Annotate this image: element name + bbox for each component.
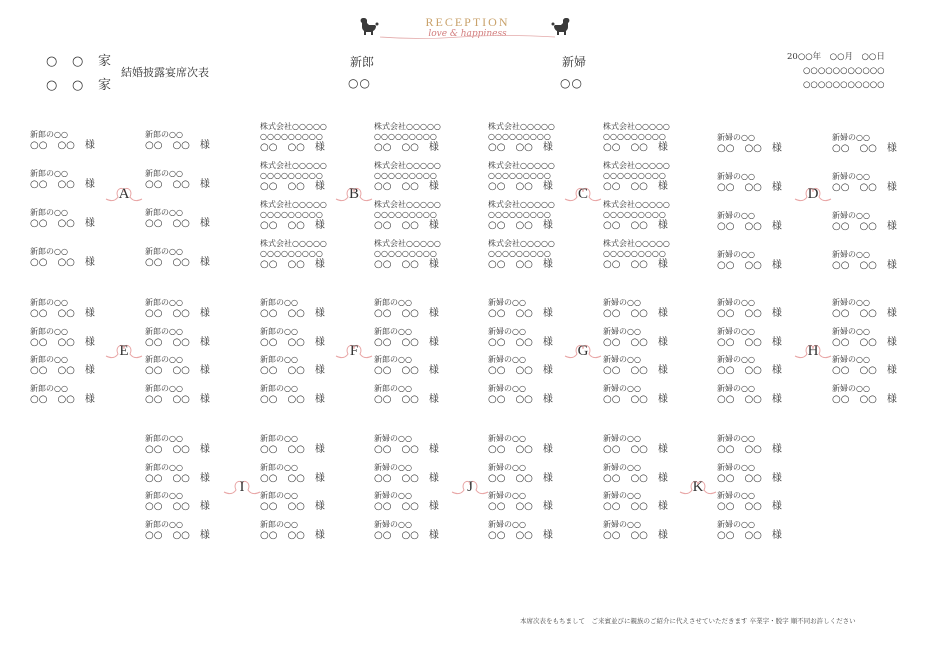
- guest-department: ○○○○○○○○○: [260, 210, 323, 219]
- guest-relation: 新婦の○○: [603, 326, 641, 336]
- guest-relation: 新婦の○○: [488, 462, 526, 472]
- guest-department: ○○○○○○○○○: [488, 132, 551, 141]
- guest-entry: [717, 520, 827, 548]
- guest-entry: [603, 239, 713, 270]
- guest-entry: [832, 327, 935, 355]
- guest-department: ○○○○○○○○○: [603, 249, 666, 258]
- date-venue-block: [787, 50, 885, 92]
- guest-entry: [717, 298, 827, 326]
- table-letter: H: [807, 343, 819, 359]
- guest-relation: 新婦の○○: [832, 133, 870, 142]
- guest-relation: 新婦の○○: [717, 491, 755, 500]
- guest-name: ○○ ○○ 様: [832, 365, 897, 376]
- guest-entry: [603, 327, 713, 355]
- logo-title: RECEPTION: [425, 15, 510, 29]
- guest-relation: 新郎の○○: [145, 434, 183, 443]
- guest-relation: 新婦の○○: [603, 519, 641, 529]
- guest-relation: 新郎の○○: [260, 434, 298, 443]
- guest-relation: 新婦の○○: [717, 326, 755, 336]
- guest-relation: 新婦の○○: [488, 383, 526, 393]
- guest-entry: [488, 491, 598, 519]
- guest-entry: [717, 384, 827, 412]
- guest-department: ○○○○○○○○○: [374, 210, 437, 219]
- guest-relation: 新婦の○○: [603, 298, 641, 307]
- bride-name: ○○: [560, 76, 583, 90]
- guest-department: ○○○○○○○○○: [603, 132, 666, 141]
- guest-relation: 新婦の○○: [832, 298, 870, 307]
- guest-entry: [374, 239, 484, 270]
- guest-name: ○○ ○○ 様: [260, 259, 325, 270]
- table-mark-d: [793, 183, 833, 207]
- guest-relation: 新婦の○○: [374, 462, 412, 472]
- guest-name: ○○ ○○ 様: [374, 529, 439, 541]
- guest-name: ○○ ○○ 様: [374, 444, 439, 455]
- guest-name: ○○ ○○ 様: [145, 501, 210, 512]
- guest-relation: 株式会社○○○○○: [488, 122, 555, 131]
- guest-relation: 新郎の○○: [30, 298, 68, 307]
- guest-relation: 新郎の○○: [145, 247, 183, 256]
- guest-entry: [488, 239, 598, 270]
- guest-name: ○○ ○○ 様: [374, 393, 439, 405]
- guest-entry: [374, 384, 484, 412]
- guest-name: ○○ ○○ 様: [30, 365, 95, 376]
- guest-entry: [374, 434, 484, 462]
- guest-name: ○○ ○○ 様: [145, 336, 210, 348]
- guest-relation: 新婦の○○: [488, 519, 526, 529]
- guest-relation: 新婦の○○: [717, 462, 755, 472]
- guest-relation: 新婦の○○: [488, 298, 526, 307]
- guest-name: ○○ ○○ 様: [260, 393, 325, 405]
- table-mark-h: [793, 340, 833, 364]
- guest-name: ○○ ○○ 様: [260, 142, 325, 153]
- guest-name: ○○ ○○ 様: [145, 472, 210, 484]
- guest-name: ○○ ○○ 様: [717, 143, 782, 154]
- guest-relation: 新婦の○○: [488, 355, 526, 364]
- guest-name: ○○ ○○ 様: [488, 365, 553, 376]
- guest-relation: 新郎の○○: [260, 462, 298, 472]
- groom-name: ○○: [348, 76, 371, 90]
- guest-name: ○○ ○○ 様: [30, 336, 95, 348]
- table-mark-a: [104, 183, 144, 207]
- guest-department: ○○○○○○○○○: [603, 171, 666, 180]
- guest-relation: 株式会社○○○○○: [260, 239, 327, 248]
- guest-name: ○○ ○○ 様: [717, 444, 782, 455]
- guest-relation: 新郎の○○: [30, 208, 68, 217]
- guest-relation: 新郎の○○: [145, 298, 183, 307]
- guest-name: ○○ ○○ 様: [603, 365, 668, 376]
- guest-entry: [832, 384, 935, 412]
- guest-department: ○○○○○○○○○: [374, 171, 437, 180]
- venue-line-1: ○○○○○○○○○○○: [803, 66, 885, 76]
- guest-department: ○○○○○○○○○: [603, 210, 666, 219]
- table-mark-e: [104, 340, 144, 364]
- guest-name: ○○ ○○ 様: [488, 142, 553, 153]
- guest-relation: 株式会社○○○○○: [603, 122, 670, 131]
- guest-name: ○○ ○○ 様: [30, 308, 95, 319]
- table-mark-i: [222, 476, 262, 500]
- guest-entry: [260, 298, 370, 326]
- guest-name: ○○ ○○ 様: [145, 444, 210, 455]
- guest-name: ○○ ○○ 様: [832, 393, 897, 405]
- guest-relation: 新婦の○○: [488, 434, 526, 443]
- guest-relation: 新婦の○○: [832, 172, 870, 181]
- guest-entry: [374, 355, 484, 383]
- guest-relation: 新郎の○○: [30, 169, 68, 178]
- guest-entry: [374, 200, 484, 231]
- guest-relation: 新郎の○○: [374, 298, 412, 307]
- guest-name: ○○ ○○ 様: [488, 220, 553, 231]
- guest-relation: 新郎の○○: [30, 355, 68, 364]
- guest-name: ○○ ○○ 様: [488, 181, 553, 192]
- guest-name: ○○ ○○ 様: [717, 308, 782, 319]
- guest-entry: [717, 133, 827, 161]
- guest-name: ○○ ○○ 様: [603, 529, 668, 541]
- guest-entry: [603, 298, 713, 326]
- guest-name: ○○ ○○ 様: [30, 393, 95, 405]
- guest-relation: 新婦の○○: [603, 355, 641, 364]
- guest-name: ○○ ○○ 様: [145, 218, 210, 229]
- table-letter: B: [348, 186, 359, 202]
- guest-name: ○○ ○○ 様: [832, 308, 897, 319]
- table-letter: D: [807, 186, 819, 202]
- guest-entry: [260, 491, 370, 519]
- guest-relation: 新婦の○○: [717, 250, 755, 259]
- guest-name: ○○ ○○ 様: [488, 259, 553, 270]
- guest-name: ○○ ○○ 様: [603, 142, 668, 153]
- guest-name: ○○ ○○ 様: [30, 218, 95, 229]
- table-mark-f: [334, 340, 374, 364]
- guest-entry: [603, 161, 713, 192]
- guest-entry: [717, 250, 827, 278]
- table-letter: K: [692, 479, 704, 495]
- guest-relation: 新婦の○○: [717, 434, 755, 443]
- table-mark-g: [563, 340, 603, 364]
- guest-relation: 新婦の○○: [717, 133, 755, 142]
- guest-department: ○○○○○○○○○: [260, 132, 323, 141]
- guest-relation: 新郎の○○: [30, 326, 68, 336]
- guest-name: ○○ ○○ 様: [832, 336, 897, 348]
- groom-label: 新郎: [350, 55, 375, 69]
- guest-relation: 新郎の○○: [260, 326, 298, 336]
- guest-name: ○○ ○○ 様: [374, 365, 439, 376]
- guest-name: ○○ ○○ 様: [374, 259, 439, 270]
- groom-family-name: ○ ○ 家: [46, 54, 112, 69]
- guest-entry: [832, 298, 935, 326]
- guest-name: ○○ ○○ 様: [145, 308, 210, 319]
- guest-relation: 新郎の○○: [145, 326, 183, 336]
- guest-entry: [30, 298, 140, 326]
- guest-relation: 株式会社○○○○○: [603, 161, 670, 170]
- guest-entry: [603, 384, 713, 412]
- guest-name: ○○ ○○ 様: [374, 142, 439, 153]
- guest-name: ○○ ○○ 様: [374, 472, 439, 484]
- guest-relation: 新婦の○○: [488, 326, 526, 336]
- guest-relation: 新郎の○○: [30, 247, 68, 256]
- guest-name: ○○ ○○ 様: [717, 393, 782, 405]
- guest-entry: [145, 130, 255, 158]
- guest-relation: 新郎の○○: [145, 355, 183, 364]
- guest-entry: [832, 250, 935, 278]
- guest-entry: [30, 208, 140, 236]
- guest-relation: 新郎の○○: [374, 326, 412, 336]
- guest-entry: [145, 247, 255, 275]
- guest-relation: 株式会社○○○○○: [603, 200, 670, 209]
- guest-name: ○○ ○○ 様: [832, 182, 897, 193]
- bride-label: 新婦: [562, 55, 587, 69]
- guest-name: ○○ ○○ 様: [717, 182, 782, 193]
- guest-relation: 新郎の○○: [374, 383, 412, 393]
- guest-relation: 新婦の○○: [717, 383, 755, 393]
- guest-name: ○○ ○○ 様: [145, 393, 210, 405]
- guest-entry: [832, 355, 935, 383]
- guest-name: ○○ ○○ 様: [260, 336, 325, 348]
- guest-name: ○○ ○○ 様: [30, 257, 95, 268]
- guest-name: ○○ ○○ 様: [260, 181, 325, 192]
- guest-department: ○○○○○○○○○: [488, 249, 551, 258]
- guest-relation: 新婦の○○: [832, 211, 870, 220]
- guest-entry: [488, 520, 598, 548]
- guest-relation: 新郎の○○: [145, 383, 183, 393]
- guest-name: ○○ ○○ 様: [603, 444, 668, 455]
- guest-name: ○○ ○○ 様: [260, 365, 325, 376]
- guest-relation: 新婦の○○: [717, 211, 755, 220]
- logo-subtitle: love & happiness: [428, 29, 507, 39]
- guest-entry: [145, 169, 255, 197]
- guest-relation: 株式会社○○○○○: [374, 239, 441, 248]
- guest-entry: [145, 520, 255, 548]
- guest-entry: [30, 247, 140, 275]
- guest-name: ○○ ○○ 様: [488, 444, 553, 455]
- guest-name: ○○ ○○ 様: [30, 140, 95, 151]
- guest-relation: 株式会社○○○○○: [260, 122, 327, 131]
- guest-relation: 新婦の○○: [374, 434, 412, 443]
- table-letter: F: [349, 343, 359, 359]
- guest-name: ○○ ○○ 様: [488, 501, 553, 512]
- guest-name: ○○ ○○ 様: [374, 501, 439, 512]
- guest-entry: [145, 434, 255, 462]
- guest-relation: 株式会社○○○○○: [374, 161, 441, 170]
- guest-relation: 新郎の○○: [30, 383, 68, 393]
- guest-relation: 新婦の○○: [832, 326, 870, 336]
- guest-name: ○○ ○○ 様: [832, 260, 897, 271]
- dog-silhouette-icon: [358, 14, 380, 36]
- guest-name: ○○ ○○ 様: [717, 221, 782, 232]
- guest-entry: [374, 161, 484, 192]
- guest-entry: [488, 463, 598, 491]
- guest-name: ○○ ○○ 様: [488, 472, 553, 484]
- guest-relation: 株式会社○○○○○: [488, 200, 555, 209]
- guest-entry: [488, 298, 598, 326]
- guest-entry: [145, 355, 255, 383]
- guest-name: ○○ ○○ 様: [488, 529, 553, 541]
- guest-relation: 新婦の○○: [717, 355, 755, 364]
- guest-name: ○○ ○○ 様: [374, 336, 439, 348]
- guest-relation: 新婦の○○: [488, 491, 526, 500]
- wedding-date: 20○○年 ○○月 ○○日: [787, 52, 885, 62]
- footer-note: 本席次表をもちまして ご来賓並びに親族のご紹介に代えさせていただきます 卒業字・脱字 順不同お許しください: [520, 617, 856, 625]
- guest-relation: 新郎の○○: [145, 130, 183, 139]
- guest-relation: 新郎の○○: [145, 208, 183, 217]
- guest-entry: [832, 133, 935, 161]
- guest-relation: 新郎の○○: [260, 355, 298, 364]
- guest-name: ○○ ○○ 様: [260, 220, 325, 231]
- guest-name: ○○ ○○ 様: [374, 220, 439, 231]
- guest-entry: [603, 122, 713, 153]
- guest-relation: 新郎の○○: [260, 383, 298, 393]
- guest-name: ○○ ○○ 様: [145, 529, 210, 541]
- bride-family-name: ○ ○ 家: [46, 78, 112, 93]
- guest-entry: [145, 208, 255, 236]
- guest-relation: 株式会社○○○○○: [488, 161, 555, 170]
- guest-name: ○○ ○○ 様: [260, 472, 325, 484]
- guest-department: ○○○○○○○○○: [374, 249, 437, 258]
- guest-department: ○○○○○○○○○: [488, 171, 551, 180]
- guest-name: ○○ ○○ 様: [832, 143, 897, 154]
- table-letter: E: [119, 343, 129, 359]
- guest-name: ○○ ○○ 様: [717, 472, 782, 484]
- table-mark-b: [334, 183, 374, 207]
- guest-relation: 新郎の○○: [260, 491, 298, 500]
- guest-name: ○○ ○○ 様: [603, 308, 668, 319]
- guest-name: ○○ ○○ 様: [832, 221, 897, 232]
- guest-name: ○○ ○○ 様: [488, 393, 553, 405]
- guest-entry: [488, 434, 598, 462]
- guest-relation: 新婦の○○: [832, 355, 870, 364]
- guest-name: ○○ ○○ 様: [260, 501, 325, 512]
- guest-name: ○○ ○○ 様: [603, 220, 668, 231]
- guest-entry: [603, 355, 713, 383]
- table-mark-c: [563, 183, 603, 207]
- guest-relation: 株式会社○○○○○: [374, 122, 441, 131]
- guest-entry: [717, 463, 827, 491]
- guest-name: ○○ ○○ 様: [145, 257, 210, 268]
- guest-entry: [260, 463, 370, 491]
- guest-relation: 新郎の○○: [260, 298, 298, 307]
- guest-relation: 新郎の○○: [145, 519, 183, 529]
- guest-entry: [30, 130, 140, 158]
- guest-relation: 新婦の○○: [717, 298, 755, 307]
- guest-name: ○○ ○○ 様: [145, 365, 210, 376]
- guest-entry: [374, 122, 484, 153]
- logo-underline: [380, 33, 555, 41]
- guest-relation: 株式会社○○○○○: [488, 239, 555, 248]
- guest-relation: 新婦の○○: [603, 383, 641, 393]
- guest-entry: [260, 434, 370, 462]
- guest-name: ○○ ○○ 様: [260, 444, 325, 455]
- guest-name: ○○ ○○ 様: [603, 501, 668, 512]
- guest-entry: [832, 211, 935, 239]
- guest-name: ○○ ○○ 様: [145, 179, 210, 190]
- guest-entry: [374, 298, 484, 326]
- guest-entry: [260, 384, 370, 412]
- guest-entry: [145, 298, 255, 326]
- guest-entry: [488, 384, 598, 412]
- table-mark-j: [450, 476, 490, 500]
- guest-entry: [260, 520, 370, 548]
- guest-relation: 新郎の○○: [145, 462, 183, 472]
- guest-name: ○○ ○○ 様: [488, 308, 553, 319]
- guest-relation: 新郎の○○: [145, 169, 183, 178]
- guest-entry: [717, 491, 827, 519]
- guest-entry: [603, 520, 713, 548]
- table-mark-k: [678, 476, 718, 500]
- guest-relation: 株式会社○○○○○: [260, 200, 327, 209]
- event-title: 結婚披露宴席次表: [121, 66, 209, 79]
- guest-relation: 株式会社○○○○○: [260, 161, 327, 170]
- guest-name: ○○ ○○ 様: [717, 336, 782, 348]
- guest-entry: [374, 520, 484, 548]
- guest-entry: [717, 434, 827, 462]
- guest-name: ○○ ○○ 様: [260, 308, 325, 319]
- guest-entry: [260, 122, 370, 153]
- guest-name: ○○ ○○ 様: [30, 179, 95, 190]
- guest-name: ○○ ○○ 様: [717, 260, 782, 271]
- guest-relation: 新郎の○○: [30, 130, 68, 139]
- guest-name: ○○ ○○ 様: [717, 529, 782, 541]
- guest-name: ○○ ○○ 様: [145, 140, 210, 151]
- guest-relation: 新婦の○○: [717, 519, 755, 529]
- guest-name: ○○ ○○ 様: [603, 181, 668, 192]
- guest-name: ○○ ○○ 様: [374, 308, 439, 319]
- guest-entry: [30, 384, 140, 412]
- guest-entry: [145, 384, 255, 412]
- guest-entry: [488, 122, 598, 153]
- guest-name: ○○ ○○ 様: [603, 393, 668, 405]
- table-letter: G: [577, 343, 589, 359]
- table-letter: J: [467, 479, 473, 495]
- guest-department: ○○○○○○○○○: [260, 249, 323, 258]
- guest-name: ○○ ○○ 様: [603, 259, 668, 270]
- guest-relation: 新郎の○○: [260, 519, 298, 529]
- guest-relation: 新婦の○○: [603, 462, 641, 472]
- guest-department: ○○○○○○○○○: [374, 132, 437, 141]
- guest-department: ○○○○○○○○○: [488, 210, 551, 219]
- venue-line-2: ○○○○○○○○○○○: [803, 80, 885, 90]
- guest-relation: 新婦の○○: [603, 434, 641, 443]
- guest-relation: 新郎の○○: [374, 355, 412, 364]
- guest-name: ○○ ○○ 様: [717, 501, 782, 512]
- guest-relation: 新郎の○○: [145, 491, 183, 500]
- guest-entry: [374, 327, 484, 355]
- guest-relation: 新婦の○○: [832, 250, 870, 259]
- table-letter: C: [577, 186, 588, 202]
- guest-entry: [145, 327, 255, 355]
- guest-entry: [603, 434, 713, 462]
- guest-relation: 新婦の○○: [374, 491, 412, 500]
- guest-entry: [603, 200, 713, 231]
- header: [0, 0, 935, 110]
- guest-department: ○○○○○○○○○: [260, 171, 323, 180]
- guest-relation: 株式会社○○○○○: [374, 200, 441, 209]
- guest-relation: 新婦の○○: [717, 172, 755, 181]
- guest-entry: [832, 172, 935, 200]
- guest-entry: [260, 239, 370, 270]
- guest-name: ○○ ○○ 様: [488, 336, 553, 348]
- guest-name: ○○ ○○ 様: [374, 181, 439, 192]
- guest-name: ○○ ○○ 様: [603, 336, 668, 348]
- guest-name: ○○ ○○ 様: [603, 472, 668, 484]
- guest-relation: 新婦の○○: [832, 383, 870, 393]
- guest-name: ○○ ○○ 様: [260, 529, 325, 541]
- guest-entry: [717, 211, 827, 239]
- table-letter: A: [118, 186, 130, 202]
- guest-relation: 新婦の○○: [374, 519, 412, 529]
- guest-relation: 株式会社○○○○○: [603, 239, 670, 248]
- guest-name: ○○ ○○ 様: [717, 365, 782, 376]
- table-letter: I: [239, 479, 245, 495]
- guest-relation: 新婦の○○: [603, 491, 641, 500]
